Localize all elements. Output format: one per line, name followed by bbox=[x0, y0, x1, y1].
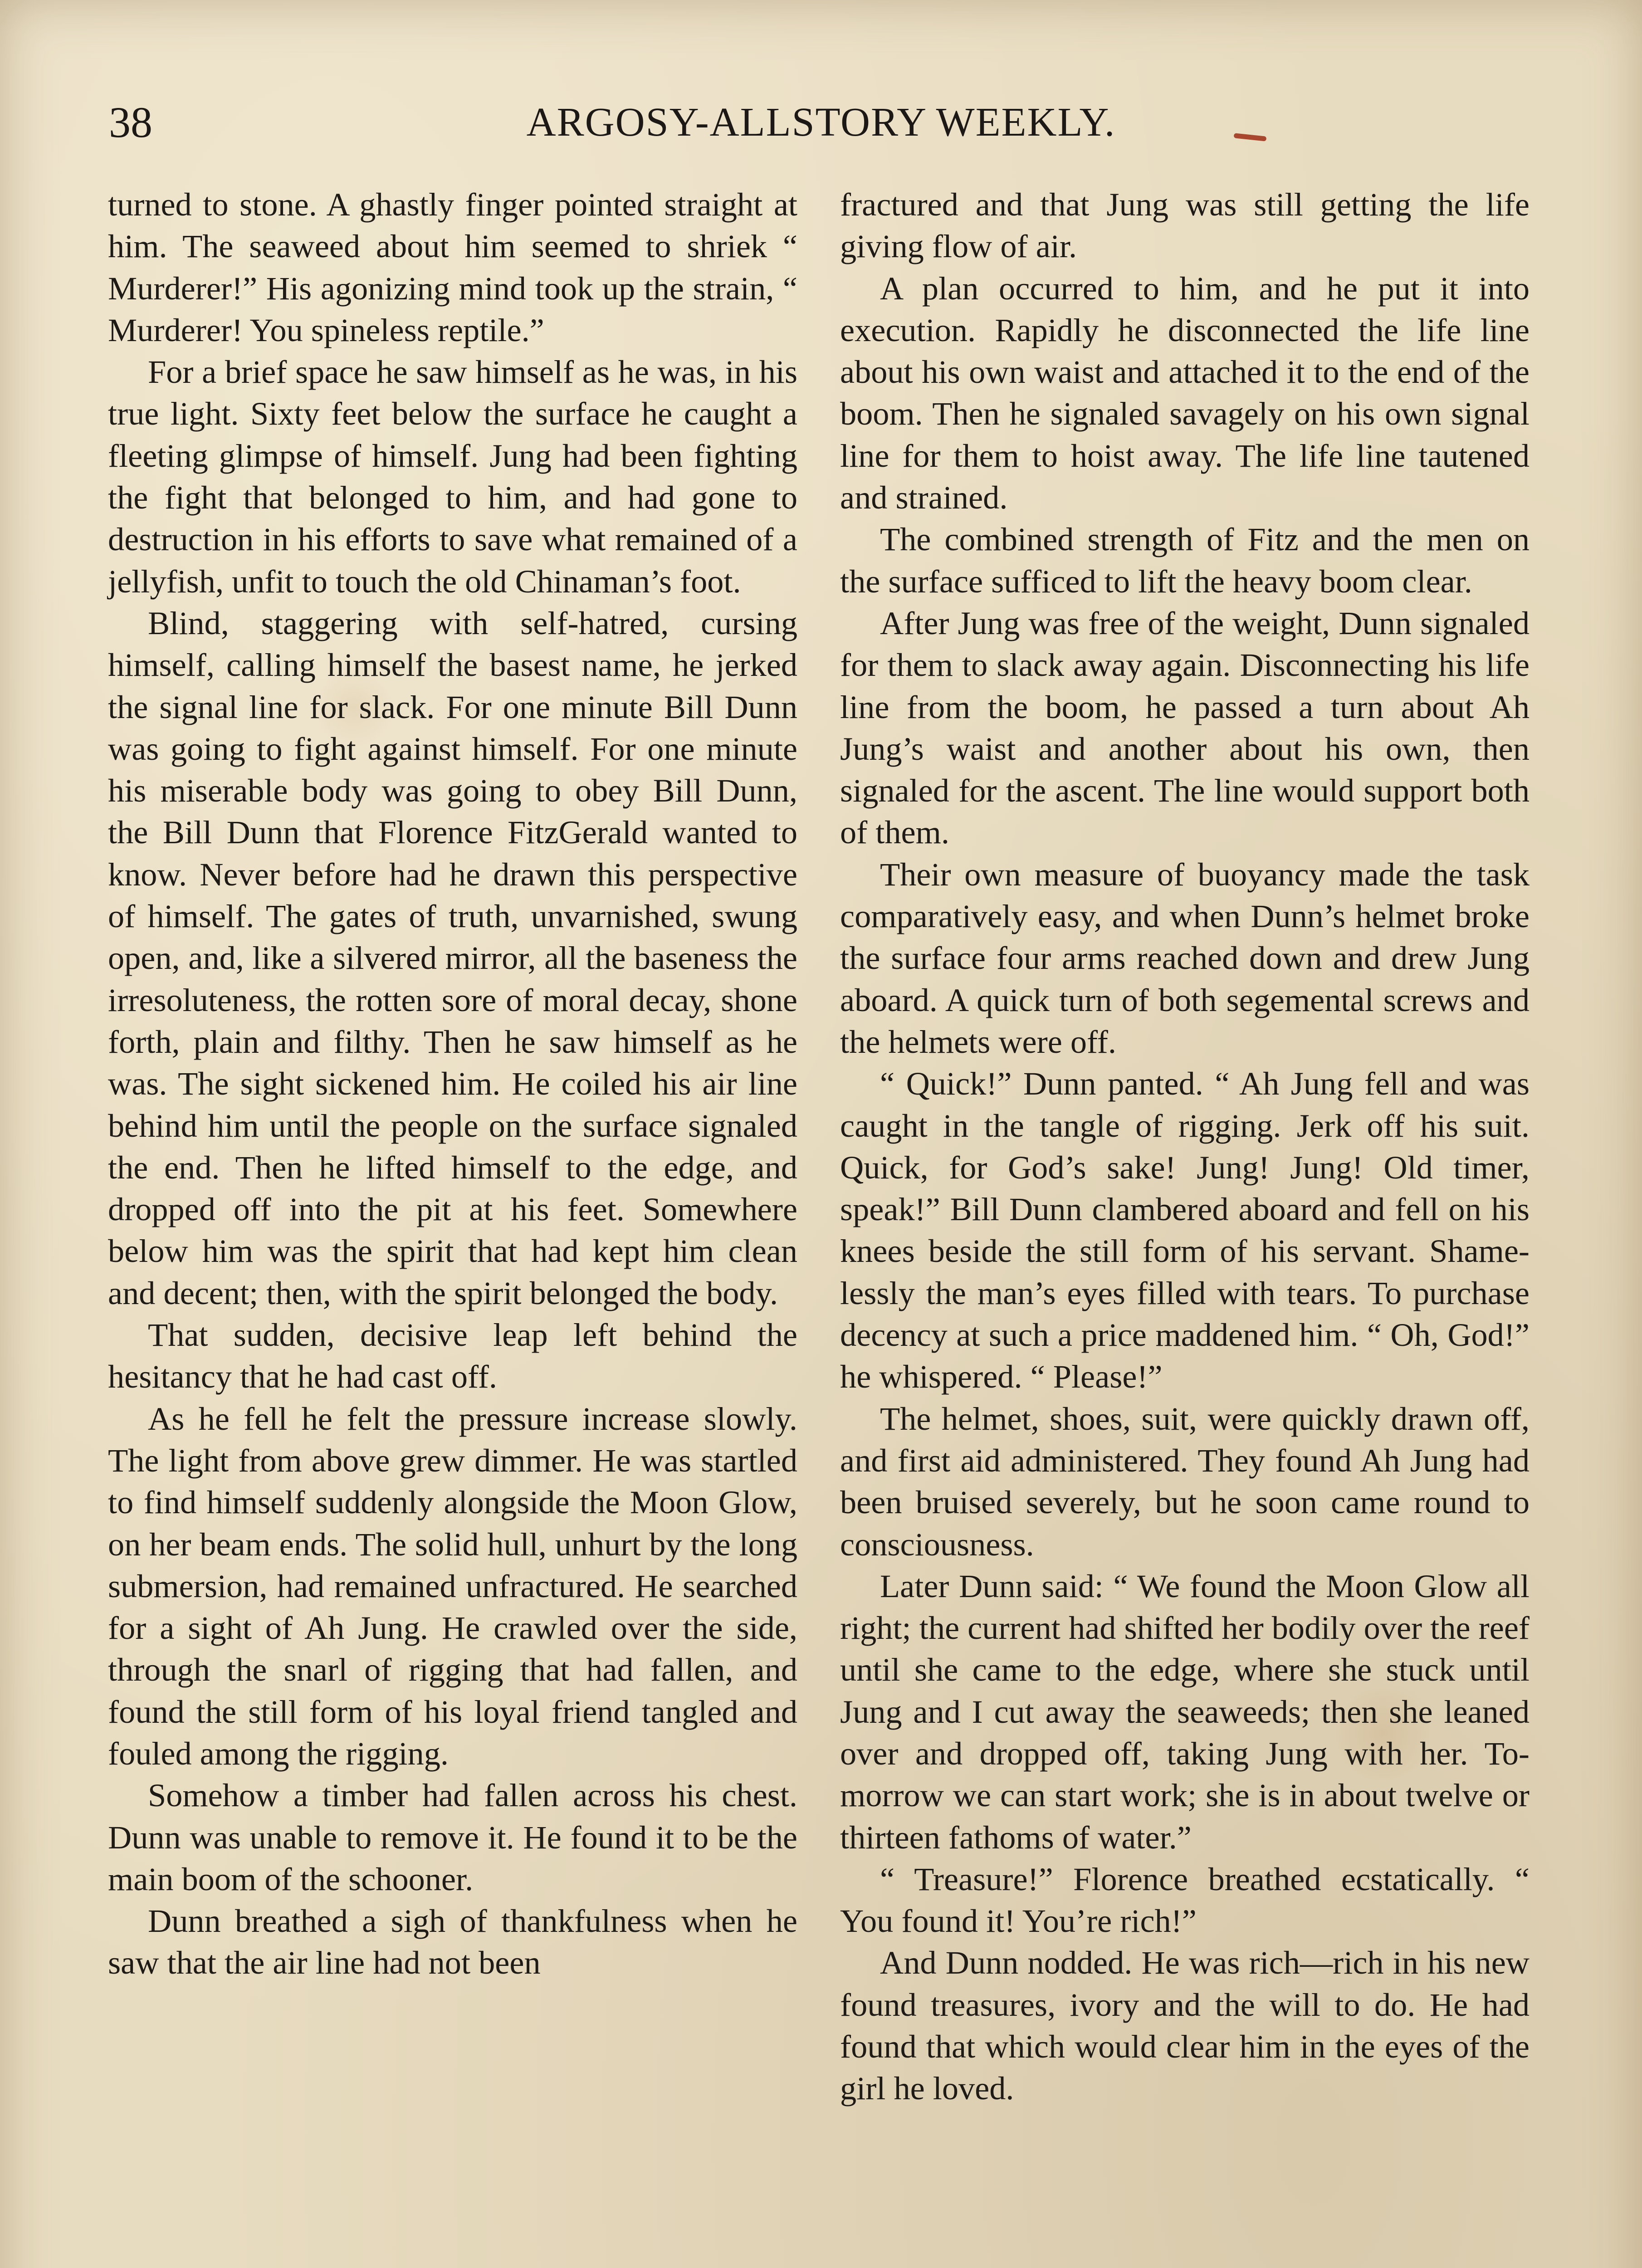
paragraph: A plan occurred to him, and he put it into execution. Rapidly he disconnected the life line about his own waist and attached it to the end of the boom. Then he signaled savagely on his own signal line for them to hoist away. The life line tautened and strained. bbox=[840, 270, 1530, 516]
paragraph: And Dunn nodded. He was rich—rich in his new found treasures, ivory and the will to do. He had found that which would clear him in the eyes of the girl he loved. bbox=[840, 1945, 1530, 2107]
paragraph: That sudden, decisive leap left behind the hesitancy that he had cast off. bbox=[108, 1317, 797, 1395]
paragraph: Somehow a timber had fallen across his chest. Dunn was unable to remove it. He found it to be the main boom of the schooner. bbox=[108, 1777, 797, 1897]
page-number: 38 bbox=[109, 98, 152, 147]
paragraph: The combined strength of Fitz and the men on the surface sufficed to lift the heavy boom clear. bbox=[840, 521, 1530, 600]
running-head: ARGOSY-ALLSTORY WEEKLY. bbox=[526, 100, 1116, 145]
paragraph: As he fell he felt the pressure increase slowly. The light from above grew dimmer. He was startled to find himself suddenly alongside the Moon Glow, on her beam ends. The solid hull, unhurt by the long submersion, had remained unfractured. He searched for a sight of Ah Jung. He crawled over the side, through the snarl of rigging that had fallen, and found the still form of his loyal friend tangled and fouled among the rigging. bbox=[108, 1400, 797, 1772]
paragraph: Dunn breathed a sigh of thankfulness when he saw that the air line had not been bbox=[108, 1903, 797, 1981]
paragraph: Their own measure of buoyancy made the task comparatively easy, and when Dunn’s helmet broke the surface four arms reached down and drew Jung aboard. A quick turn of both segemental screws and the helmets were off. bbox=[840, 856, 1530, 1060]
right-column bbox=[840, 184, 1530, 2268]
paragraph: Later Dunn said: “ We found the Moon Glow all right; the current had shifted her bodily over the reef until she came to the edge, where she stuck until Jung and I cut away the seaweeds; then she leaned over and dropped off, taking Jung with her. Tomorrow we can start work; she is in about twelve or thirteen fathoms of water.” bbox=[840, 1568, 1530, 1856]
paragraph: After Jung was free of the weight, Dunn signaled for them to slack away again. Disconnecting his life line from the boom, he passed a turn about Ah Jung’s waist and another about his own, then signaled for the ascent. The line would support both of them. bbox=[840, 605, 1530, 851]
paragraph: Blind, staggering with self-hatred, cursing himself, calling himself the basest name, he jerked the signal line for slack. For one minute Bill Dunn was going to fight against himself. For one minute his miserable body was going to obey Bill Dunn, the Bill Dunn that Florence FitzGerald wanted to know. Never before had he drawn this perspective of himself. The gates of truth, unvarnished, swung open, and, like a silvered mirror, all the baseness the irresoluteness, the rotten sore of moral decay, shone forth, plain and filthy. Then he saw himself as he was. The sight sickened him. He coiled his air line behind him until the people on the surface signaled the end. Then he lifted himself to the edge, and dropped off into the pit at his feet. Somewhere below him was the spirit that had kept him clean and decent; then, with the spirit belonged the body. bbox=[108, 605, 797, 1311]
paragraph: turned to stone. A ghastly finger pointed straight at him. The seaweed about him seemed to shriek “ Murderer!” His agonizing mind took up the strain, “ Murderer! You spineless reptile.” bbox=[108, 186, 797, 348]
page-header bbox=[109, 93, 1533, 152]
paragraph: “ Treasure!” Florence breathed ecstatically. “ You found it! You’re rich!” bbox=[840, 1861, 1530, 1940]
paragraph: fractured and that Jung was still getting the life giving flow of air. bbox=[840, 186, 1530, 265]
paragraph: For a brief space he saw himself as he was, in his true light. Sixty feet below the surface he caught a fleeting glimpse of himself. Jung had been fighting the fight that belonged to him, and had gone to destruction in his efforts to save what remained of a jellyfish, unfit to touch the old Chinaman’s foot. bbox=[108, 354, 797, 600]
paragraph: “ Quick!” Dunn panted. “ Ah Jung fell and was caught in the tangle of rigging. Jerk off his suit. Quick, for God’s sake! Jung! Jung! Old timer, speak!” Bill Dunn clambered aboard and fell on his knees beside the still form of his servant. Shamelessly the man’s eyes filled with tears. To purchase decency at such a price maddened him. “ Oh, God!” he whispered. “ Please!” bbox=[840, 1066, 1530, 1395]
paragraph: The helmet, shoes, suit, were quickly drawn off, and first aid administered. They found Ah Jung had been bruised severely, but he soon came round to consciousness. bbox=[840, 1400, 1530, 1563]
left-column bbox=[108, 184, 797, 2268]
